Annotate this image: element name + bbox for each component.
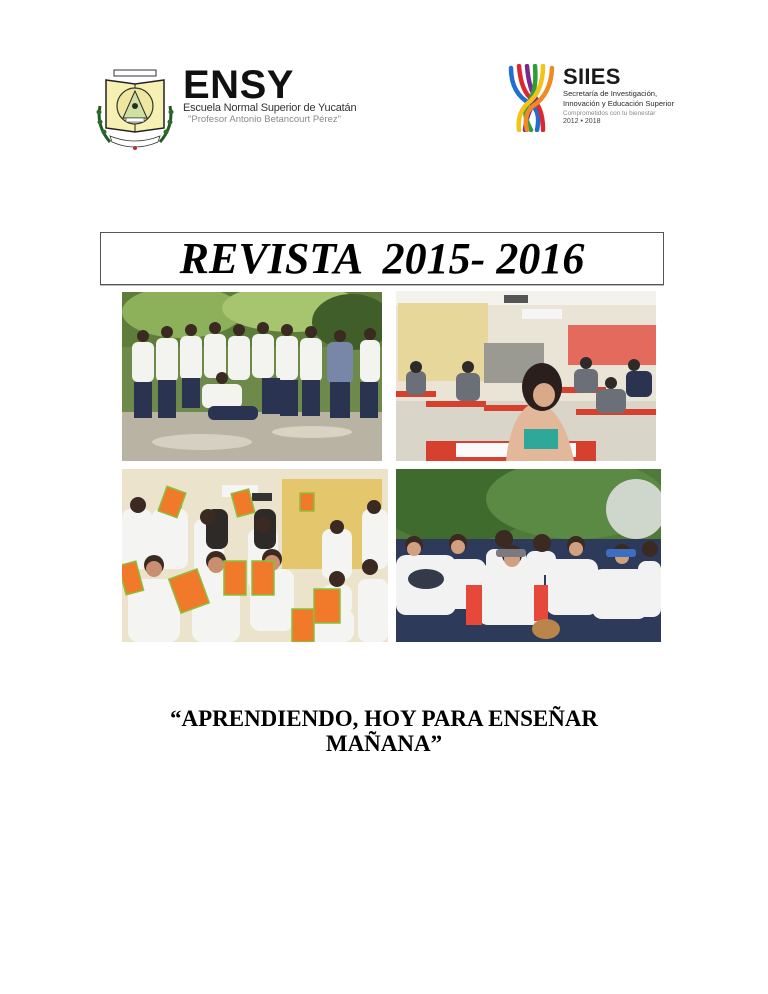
students-holding-magazines-photo [122, 469, 388, 642]
group-photo-outdoors [122, 292, 382, 461]
siies-strands-icon [507, 64, 557, 132]
ensy-logo [92, 63, 382, 154]
page-title: REVISTA 2015- 2016 [179, 233, 585, 283]
slogan [120, 706, 648, 756]
siies-logo [507, 64, 687, 134]
siies-line-4: 2012 • 2018 [563, 118, 601, 125]
ensy-tagline: "Profesor Antonio Betancourt Pérez" [188, 114, 342, 125]
ensy-acronym: ENSY [183, 63, 294, 107]
ensy-crest-icon [92, 66, 178, 152]
siies-line-1: Secretaría de Investigación, [563, 89, 658, 98]
siies-line-3: Comprometidos con tu bienestar [563, 110, 656, 117]
classroom-exam-photo [396, 291, 656, 461]
siies-acronym: SIIES [563, 64, 621, 89]
siies-line-2: Innovación y Educación Superior [563, 99, 675, 108]
slogan-line-2: MAÑANA” [325, 731, 443, 756]
students-outdoor-activity-photo [396, 469, 661, 642]
ensy-school-name: Escuela Normal Superior de Yucatán [183, 102, 357, 114]
title-box [100, 232, 664, 285]
slogan-line-1: “APRENDIENDO, HOY PARA ENSEÑAR [169, 706, 599, 731]
